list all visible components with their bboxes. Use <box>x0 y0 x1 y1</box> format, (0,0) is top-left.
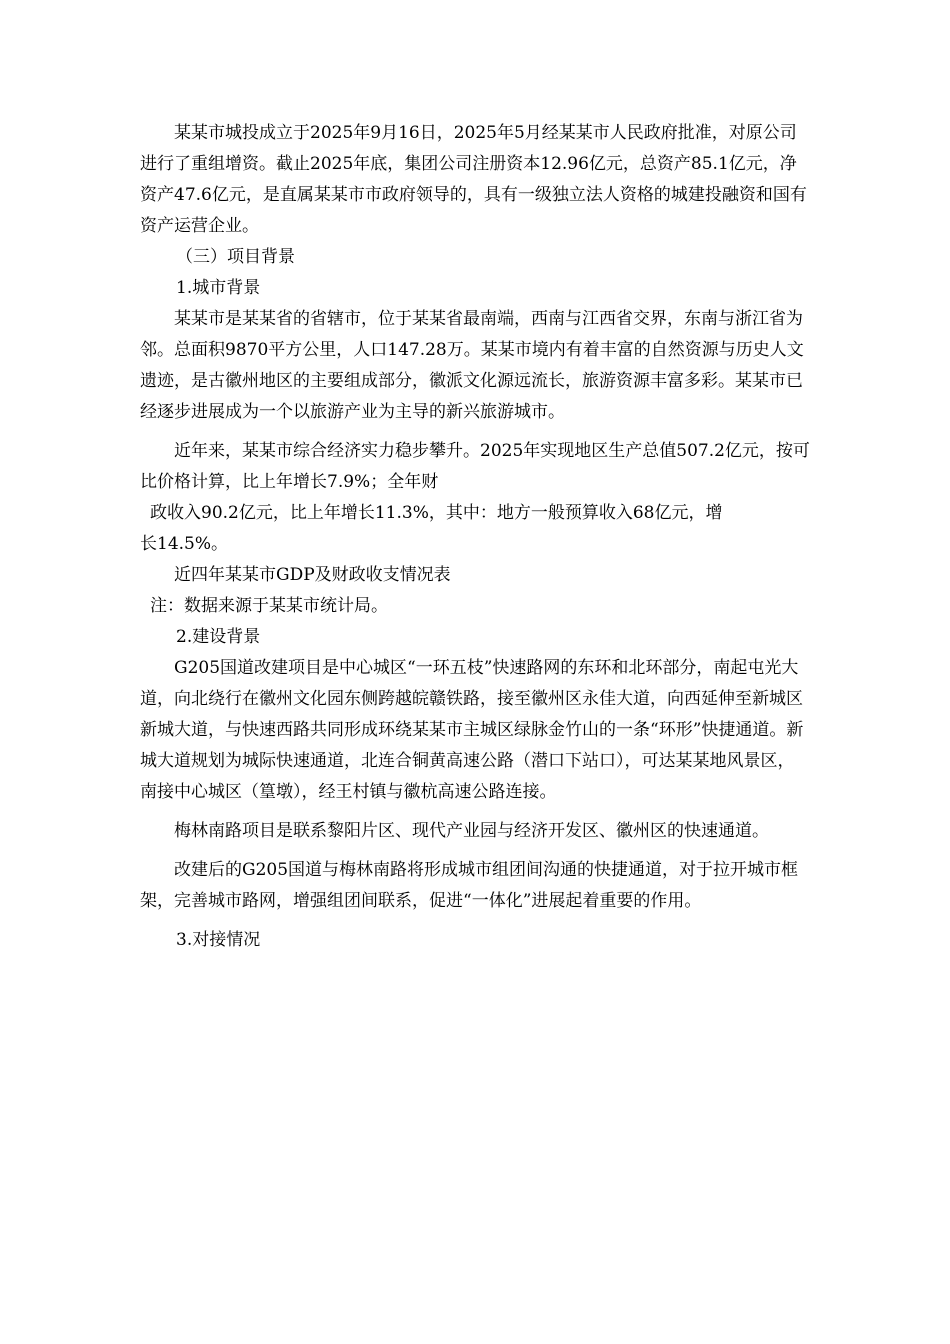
economy-paragraph: 近年来，某某市综合经济实力稳步攀升。2025年实现地区生产总值507.2亿元，按可比价格计算，比上年增长7.9%；全年财 <box>140 441 810 492</box>
construction-paragraph: G205国道改建项目是中心城区“一环五枝”快速路网的东环和北环部分，南起屯光大道，向北绕行在徽州文化园东侧跨越皖赣铁路，接至徽州区永佳大道，向西延伸至新城区新城大道，与快速西路共同形成环绕某某市主城区绿脉金竹山的一条“环形”快捷通道。新城大道规划为城际快速通道，北连合铜黄高速公路（潜口下站口），可达某某地风景区，南接中心城区（篁墩），经王村镇与徽杭高速公路连接。 <box>140 658 804 802</box>
section-heading-project-background: （三）项目背景 <box>176 247 295 267</box>
economy-paragraph-continued <box>140 498 810 560</box>
subsection-heading-city-background: 1.城市背景 <box>176 278 261 298</box>
document-body <box>140 118 810 956</box>
economy-line-2: 长14.5%。 <box>140 534 229 554</box>
table-caption: 近四年某某市GDP及财政收支情况表 <box>174 565 451 585</box>
economy-line-1: 政收入90.2亿元，比上年增长11.3%，其中：地方一般预算收入68亿元，增 <box>150 503 723 523</box>
source-note: 注：数据来源于某某市统计局。 <box>150 596 388 616</box>
city-background-paragraph: 某某市是某某省的省辖市，位于某某省最南端，西南与江西省交界，东南与浙江省为邻。总面积9870平方公里，人口147.28万。某某市境内有着丰富的自然资源与历史人文遗迹，是古徽州地区的主要组成部分，徽派文化源远流长，旅游资源丰富多彩。某某市已经逐步进展成为一个以旅游产业为主导的新兴旅游城市。 <box>140 309 804 422</box>
subsection-heading-docking: 3.对接情况 <box>176 930 261 950</box>
reconstruction-paragraph: 改建后的G205国道与梅林南路将形成城市组团间沟通的快捷通道，对于拉开城市框架，完善城市路网，增强组团间联系，促进“一体化”进展起着重要的作用。 <box>140 860 799 911</box>
subsection-heading-construction-background: 2.建设背景 <box>176 627 261 647</box>
meilin-road-paragraph: 梅林南路项目是联系黎阳片区、现代产业园与经济开发区、徽州区的快速通道。 <box>174 821 769 841</box>
company-paragraph: 某某市城投成立于2025年9月16日，2025年5月经某某市人民政府批准，对原公司进行了重组增资。截止2025年底，集团公司注册资本12.96亿元，总资产85.1亿元，净资产47.6亿元，是直属某某市市政府领导的，具有一级独立法人资格的城建投融资和国有资产运营企业。 <box>140 123 807 236</box>
